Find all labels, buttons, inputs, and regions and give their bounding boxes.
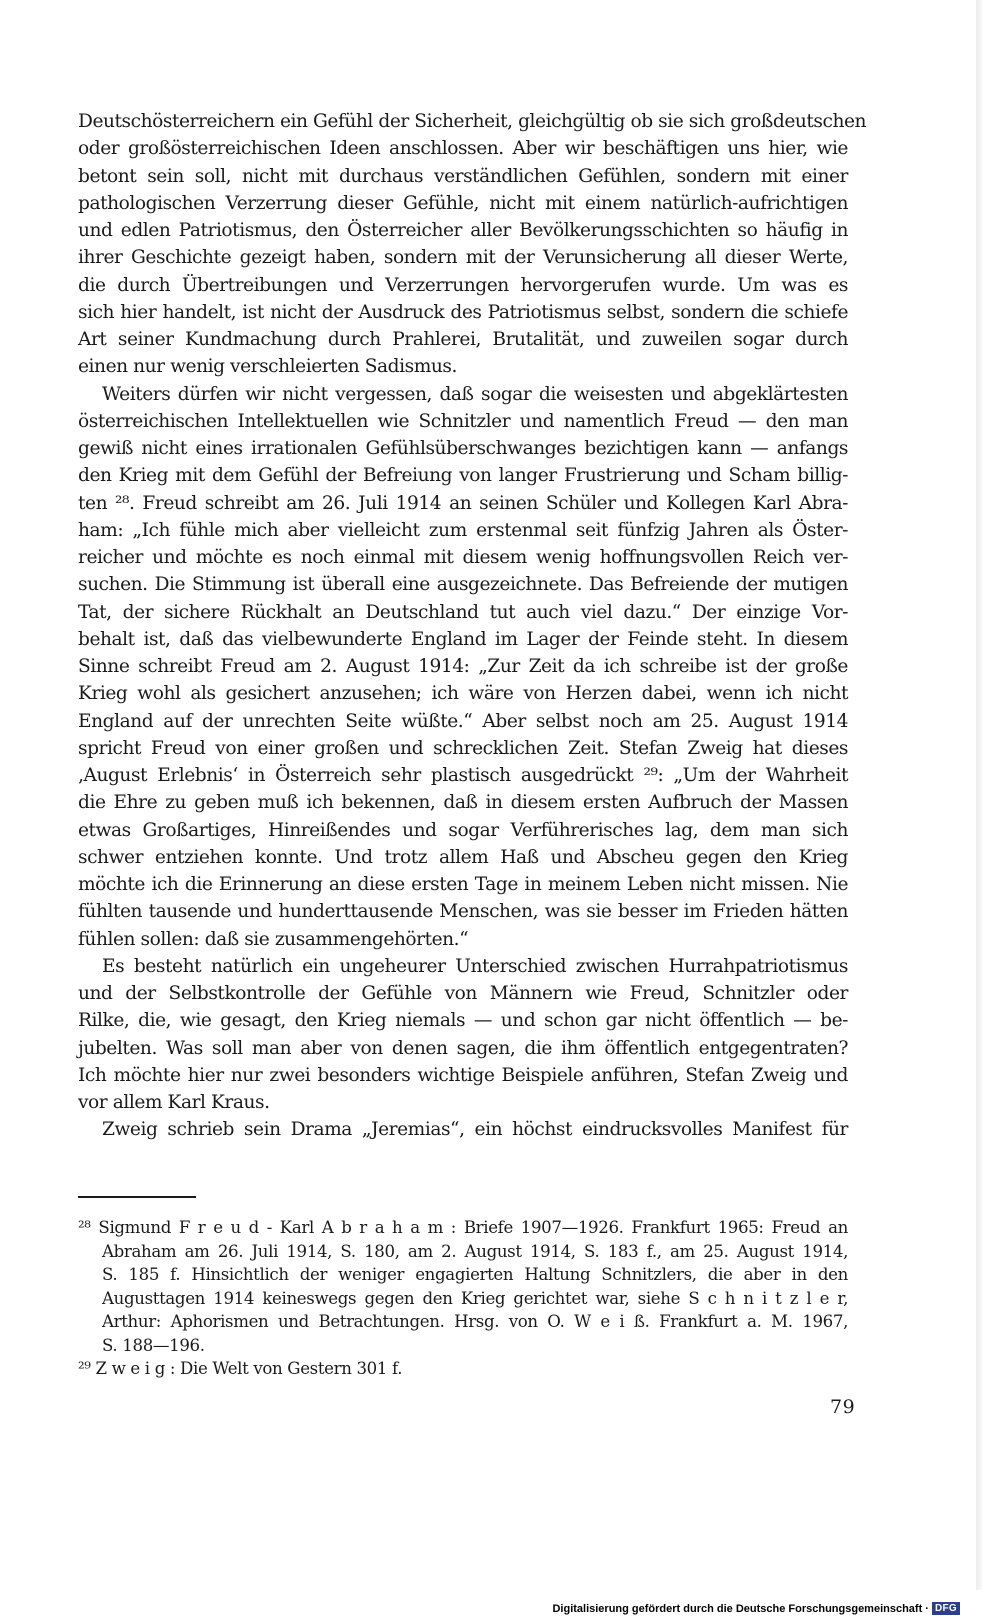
- text-line: Rilke, die, wie gesagt, den Krieg niemals — und schon gar nicht öffentlich — be-: [78, 1010, 848, 1032]
- text-line: Art seiner Kundmachung durch Prahlerei, Brutalität, und zuweilen sogar durch: [78, 329, 848, 350]
- text-line: England auf der unrechten Seite wüßte.“ Aber selbst noch am 25. August 1914: [78, 710, 848, 732]
- footnote-line: ²⁸ Sigmund F r e u d - Karl A b r a h a m : Briefe 1907—1926. Frankfurt 1965: Freud an: [78, 1218, 848, 1237]
- text-line: Es besteht natürlich ein ungeheurer Unterschied zwischen Hurrahpatriotismus: [102, 955, 848, 977]
- footnotes: [78, 1216, 848, 1381]
- text-line: und edlen Patriotismus, den Österreicher aller Bevölkerungsschichten so häufig in: [78, 220, 848, 241]
- footnote-line: S. 188—196.: [102, 1335, 205, 1355]
- footnote-line: Abraham am 26. Juli 1914, S. 180, am 2. August 1914, S. 183 f., am 25. August 1914,: [102, 1241, 848, 1261]
- text-line: und der Selbstkontrolle der Gefühle von Männern wie Freud, Schnitzler oder: [78, 983, 848, 1004]
- footnote-line: S. 185 f. Hinsichtlich der weniger engagierten Haltung Schnitzlers, die aber in den: [102, 1265, 848, 1284]
- text-line: ihrer Geschichte gezeigt haben, sondern mit der Verunsicherung all dieser Werte,: [78, 247, 848, 269]
- text-line: österreichischen Intellektuellen wie Schnitzler und namentlich Freud — den man: [78, 410, 848, 432]
- text-line: fühlten tausende und hunderttausende Menschen, was sie besser im Frieden hätten: [78, 901, 848, 923]
- text-line: Weiters dürfen wir nicht vergessen, daß sogar die weisesten und abgeklärtesten: [102, 383, 848, 405]
- text-line: Tat, der sichere Rückhalt an Deutschland tut auch viel dazu.“ Der einzige Vor-: [78, 601, 848, 623]
- text-line: Sinne schreibt Freud am 2. August 1914: „Zur Zeit da ich schreibe ist der große: [78, 656, 848, 677]
- text-line: den Krieg mit dem Gefühl der Befreiung von langer Frustrierung und Scham billig-: [78, 465, 848, 487]
- text-line: etwas Großartiges, Hinreißendes und sogar Verführerisches lag, dem man sich: [78, 819, 848, 841]
- footnote-line: Arthur: Aphorismen und Betrachtungen. Hrsg. von O. W e i ß. Frankfurt a. M. 1967,: [102, 1312, 848, 1331]
- text-line: gewiß nicht eines irrationalen Gefühlsüberschwanges bezichtigen kann — anfangs: [78, 438, 848, 459]
- text-line: ham: „Ich fühle mich aber vielleicht zum erstenmal seit fünfzig Jahren als Öster-: [78, 519, 848, 541]
- page-number: 79: [830, 1396, 856, 1418]
- footnote-line: Augusttagen 1914 keineswegs gegen den Krieg gerichtet war, siehe S c h n i t z l e r,: [102, 1288, 848, 1308]
- text-line: einen nur wenig verschleierten Sadismus.: [78, 356, 457, 378]
- text-line: fühlen sollen: daß sie zusammengehörten.“: [78, 928, 469, 950]
- text-line: möchte ich die Erinnerung an diese ersten Tage in meinem Leben nicht missen. Nie: [78, 874, 848, 895]
- text-line: jubelten. Was soll man aber von denen sagen, die ihm öffentlich entgegentraten?: [78, 1037, 848, 1059]
- text-line: betont sein soll, nicht mit durchaus verständlichen Gefühlen, sondern mit einer: [78, 165, 848, 187]
- text-line: Krieg wohl als gesichert anzusehen; ich wäre von Herzen dabei, wenn ich nicht: [78, 683, 848, 705]
- text-line: behalt ist, daß das vielbewunderte England im Lager der Feinde steht. In diesem: [78, 628, 848, 650]
- text-line: oder großösterreichischen Ideen anschlossen. Aber wir beschäftigen uns hier, wie: [78, 138, 848, 160]
- text-line: Deutschösterreichern ein Gefühl der Sicherheit, gleichgültig ob sie sich großdeutschen: [78, 111, 867, 132]
- footnote-divider: [78, 1196, 196, 1198]
- text-line: vor allem Karl Kraus.: [78, 1092, 270, 1113]
- text-line: die durch Übertreibungen und Verzerrungen hervorgerufen wurde. Um was es: [78, 274, 848, 296]
- text-line: schwer entziehen konnte. Und trotz allem Haß und Abscheu gegen den Krieg: [78, 846, 848, 868]
- text-line: sich hier handelt, ist nicht der Ausdruck des Patriotismus selbst, sondern die schiefe: [78, 301, 848, 323]
- text-line: ten ²⁸. Freud schreibt am 26. Juli 1914 an seinen Schüler und Kollegen Karl Abra-: [78, 492, 848, 514]
- footnote-line: ²⁹ Z w e i g : Die Welt von Gestern 301 f.: [78, 1359, 403, 1378]
- text-line: ‚August Erlebnis‘ in Österreich sehr plastisch ausgedrückt ²⁹: „Um der Wahrheit: [78, 765, 848, 786]
- credit-text: Digitalisierung gefördert durch die Deutsche Forschungsgemeinschaft ·: [552, 1602, 929, 1615]
- text-line: pathologischen Verzerrung dieser Gefühle, nicht mit einem natürlich-aufrichtigen: [78, 192, 848, 214]
- text-line: reicher und möchte es noch einmal mit diesem wenig hoffnungsvollen Reich ver-: [78, 547, 848, 568]
- text-line: Zweig schrieb sein Drama „Jeremias“, ein höchst eindrucksvolles Manifest für: [102, 1119, 848, 1141]
- text-line: Ich möchte hier nur zwei besonders wichtige Beispiele anführen, Stefan Zweig und: [78, 1064, 848, 1086]
- text-line: spricht Freud von einer großen und schrecklichen Zeit. Stefan Zweig hat dieses: [78, 737, 848, 759]
- digitization-credit: [552, 1602, 960, 1615]
- text-line: suchen. Die Stimmung ist überall eine ausgezeichnete. Das Befreiende der mutigen: [78, 574, 848, 596]
- text-line: die Ehre zu geben muß ich bekennen, daß in diesem ersten Aufbruch der Massen: [78, 792, 848, 814]
- page-edge-shadow: [976, 0, 982, 1590]
- body-text: [78, 108, 867, 1144]
- dfg-logo: DFG: [932, 1602, 960, 1615]
